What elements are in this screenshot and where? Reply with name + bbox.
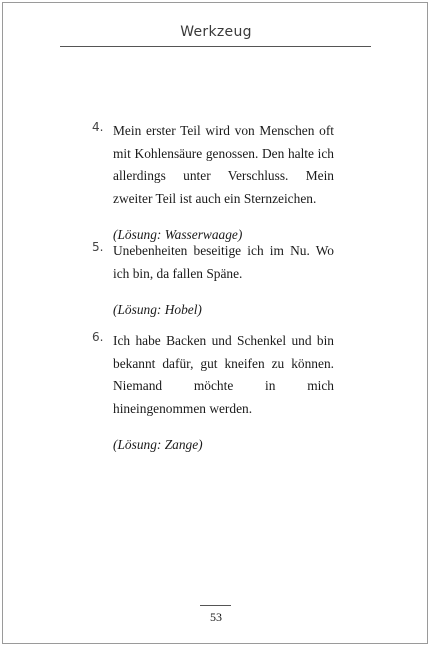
riddle-item bbox=[92, 120, 334, 246]
riddle-item bbox=[92, 240, 334, 321]
running-header-title: Werkzeug bbox=[180, 24, 252, 40]
footer-rule bbox=[200, 605, 231, 606]
riddle-number: 6. bbox=[92, 330, 104, 344]
riddle-text: Unebenheiten beseitige ich im Nu. Wo ich bin, da fallen Späne. bbox=[113, 243, 334, 281]
riddle-text: Mein erster Teil wird von Menschen oft mit Kohlensäure genossen. Den halte ich allerdings unter Verschluss. Mein zweiter Teil ist auch ein Sternzeichen. bbox=[113, 123, 334, 206]
riddle-solution: (Lösung: Wasserwaage) bbox=[113, 227, 243, 242]
riddle-number: 4. bbox=[92, 120, 104, 134]
header-rule bbox=[60, 46, 371, 47]
page-number: 53 bbox=[210, 610, 222, 624]
riddle-text: Ich habe Backen und Schenkel und bin bekannt dafür, gut kneifen zu können. Niemand möchte in mich hineingenommen werden. bbox=[113, 333, 334, 416]
riddle-item bbox=[92, 330, 334, 456]
riddle-solution: (Lösung: Hobel) bbox=[113, 302, 202, 317]
riddle-number: 5. bbox=[92, 240, 104, 254]
page-border bbox=[2, 2, 428, 644]
riddle-solution: (Lösung: Zange) bbox=[113, 437, 203, 452]
